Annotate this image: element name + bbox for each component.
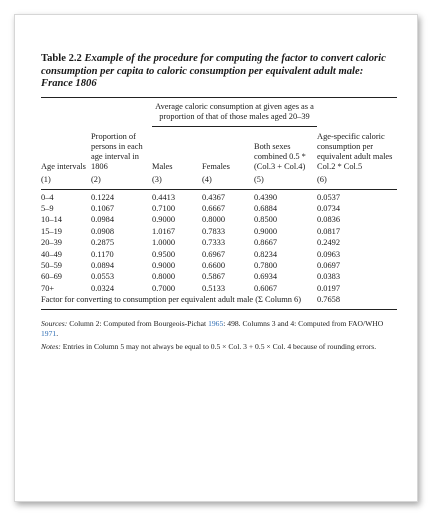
table-body: [41, 189, 397, 294]
cell-age-interval: 60–69: [41, 272, 62, 282]
table-row: [41, 271, 397, 282]
group-header: Average caloric consumption at given ages as a proportion of that of those males aged 20–39: [152, 98, 317, 127]
col-number: (3): [152, 175, 202, 190]
table-figure: [41, 53, 397, 355]
cell-proportion: 0.2875: [91, 238, 115, 248]
sources-note: [41, 319, 397, 339]
cell-age-interval: 15–19: [41, 226, 62, 236]
cell-males: 0.7100: [152, 204, 176, 214]
column-header-row: [41, 127, 397, 175]
cell-age-specific: 0.0383: [317, 272, 341, 282]
col-header-age: Age intervals: [41, 162, 86, 172]
notes-label: Notes:: [41, 342, 61, 352]
column-number-row: [41, 175, 397, 190]
cell-age-specific: 0.0734: [317, 204, 341, 214]
cell-both-sexes: 0.6884: [254, 204, 278, 214]
caption-label: Table 2.2: [41, 53, 82, 64]
cell-males: 0.9000: [152, 215, 176, 225]
col-number: (5): [254, 175, 317, 190]
cell-both-sexes: 0.4390: [254, 192, 278, 202]
table-row: [41, 214, 397, 225]
sources-text: .: [56, 329, 59, 339]
table-row: [41, 283, 397, 294]
col-header-both: Both sexes combined 0.5 * (Col.3 + Col.4): [254, 141, 306, 172]
cell-age-interval: 20–39: [41, 238, 62, 248]
cell-proportion: 0.0324: [91, 283, 115, 293]
cell-age-specific: 0.0836: [317, 215, 341, 225]
table-row: [41, 203, 397, 214]
factor-value: 0.7658: [317, 294, 397, 310]
cell-females: 0.6967: [202, 249, 226, 259]
table-caption: [41, 53, 397, 91]
document-page: [14, 14, 418, 502]
col-header-males: Males: [152, 162, 173, 172]
cell-age-interval: 70+: [41, 283, 55, 293]
cell-age-specific: 0.0537: [317, 192, 341, 202]
factor-row: [41, 294, 397, 310]
cell-females: 0.5133: [202, 283, 226, 293]
cell-both-sexes: 0.8667: [254, 238, 278, 248]
cell-females: 0.8000: [202, 215, 226, 225]
cell-proportion: 0.1067: [91, 204, 115, 214]
group-header-row: [41, 98, 397, 127]
cell-both-sexes: 0.6067: [254, 283, 278, 293]
cell-females: 0.6600: [202, 261, 226, 271]
cell-females: 0.7333: [202, 238, 226, 248]
cell-males: 0.4413: [152, 192, 176, 202]
cell-age-interval: 50–59: [41, 261, 62, 271]
cell-males: 1.0167: [152, 226, 176, 236]
caption-text: Example of the procedure for computing the factor to convert caloric consumption per capita to caloric consumption per equivalent adult male: France 1806: [41, 53, 386, 90]
table-row: [41, 237, 397, 248]
reference-link-1965[interactable]: 1965: [208, 319, 224, 329]
cell-age-specific: 0.2492: [317, 238, 341, 248]
col-number: (6): [317, 175, 397, 190]
cell-both-sexes: 0.9000: [254, 226, 278, 236]
cell-age-specific: 0.0697: [317, 261, 341, 271]
cell-females: 0.5867: [202, 272, 226, 282]
cell-proportion: 0.0984: [91, 215, 115, 225]
cell-males: 0.9500: [152, 249, 176, 259]
cell-both-sexes: 0.8234: [254, 249, 278, 259]
cell-both-sexes: 0.6934: [254, 272, 278, 282]
col-number: (4): [202, 175, 254, 190]
col-header-proportion: Proportion of persons in each age interval in 1806: [91, 131, 143, 172]
cell-males: 0.8000: [152, 272, 176, 282]
cell-proportion: 0.1170: [91, 249, 114, 259]
reference-link-1971[interactable]: 1971: [41, 329, 57, 339]
col-number: (1): [41, 175, 91, 190]
cell-age-specific: 0.0817: [317, 226, 341, 236]
cell-both-sexes: 0.8500: [254, 215, 278, 225]
cell-proportion: 0.0908: [91, 226, 115, 236]
cell-females: 0.4367: [202, 192, 226, 202]
table-row: [41, 189, 397, 203]
cell-males: 0.7000: [152, 283, 176, 293]
col-number: (2): [91, 175, 152, 190]
cell-proportion: 0.0553: [91, 272, 115, 282]
cell-age-interval: 0–4: [41, 192, 54, 202]
notes-text: Entries in Column 5 may not always be equal to 0.5 × Col. 3 + 0.5 × Col. 4 because of rounding errors.: [62, 342, 377, 352]
cell-age-interval: 5–9: [41, 204, 54, 214]
sources-label: Sources:: [41, 319, 68, 329]
sources-text: Column 2: Computed from Bourgeois-Pichat: [69, 319, 207, 329]
cell-proportion: 0.0894: [91, 261, 115, 271]
col-header-age-specific: Age-specific caloric consumption per equivalent adult males Col.2 * Col.5: [317, 131, 393, 172]
cell-proportion: 0.1224: [91, 192, 115, 202]
table-row: [41, 260, 397, 271]
table-row: [41, 226, 397, 237]
cell-age-interval: 40–49: [41, 249, 62, 259]
cell-age-specific: 0.0963: [317, 249, 341, 259]
table-notes: [41, 319, 397, 352]
col-header-females: Females: [202, 162, 230, 172]
cell-age-specific: 0.0197: [317, 283, 341, 293]
cell-females: 0.6667: [202, 204, 226, 214]
cell-age-interval: 10–14: [41, 215, 62, 225]
table-row: [41, 248, 397, 259]
cell-both-sexes: 0.7800: [254, 261, 278, 271]
factor-label: Factor for converting to consumption per equivalent adult male (Σ Column 6): [41, 294, 317, 310]
sources-text: : 498. Columns 3 and 4: Computed from FAO/WHO: [223, 319, 384, 329]
data-table: [41, 98, 397, 310]
cell-males: 1.0000: [152, 238, 176, 248]
cell-males: 0.9000: [152, 261, 176, 271]
rounding-note: [41, 342, 397, 352]
cell-females: 0.7833: [202, 226, 226, 236]
